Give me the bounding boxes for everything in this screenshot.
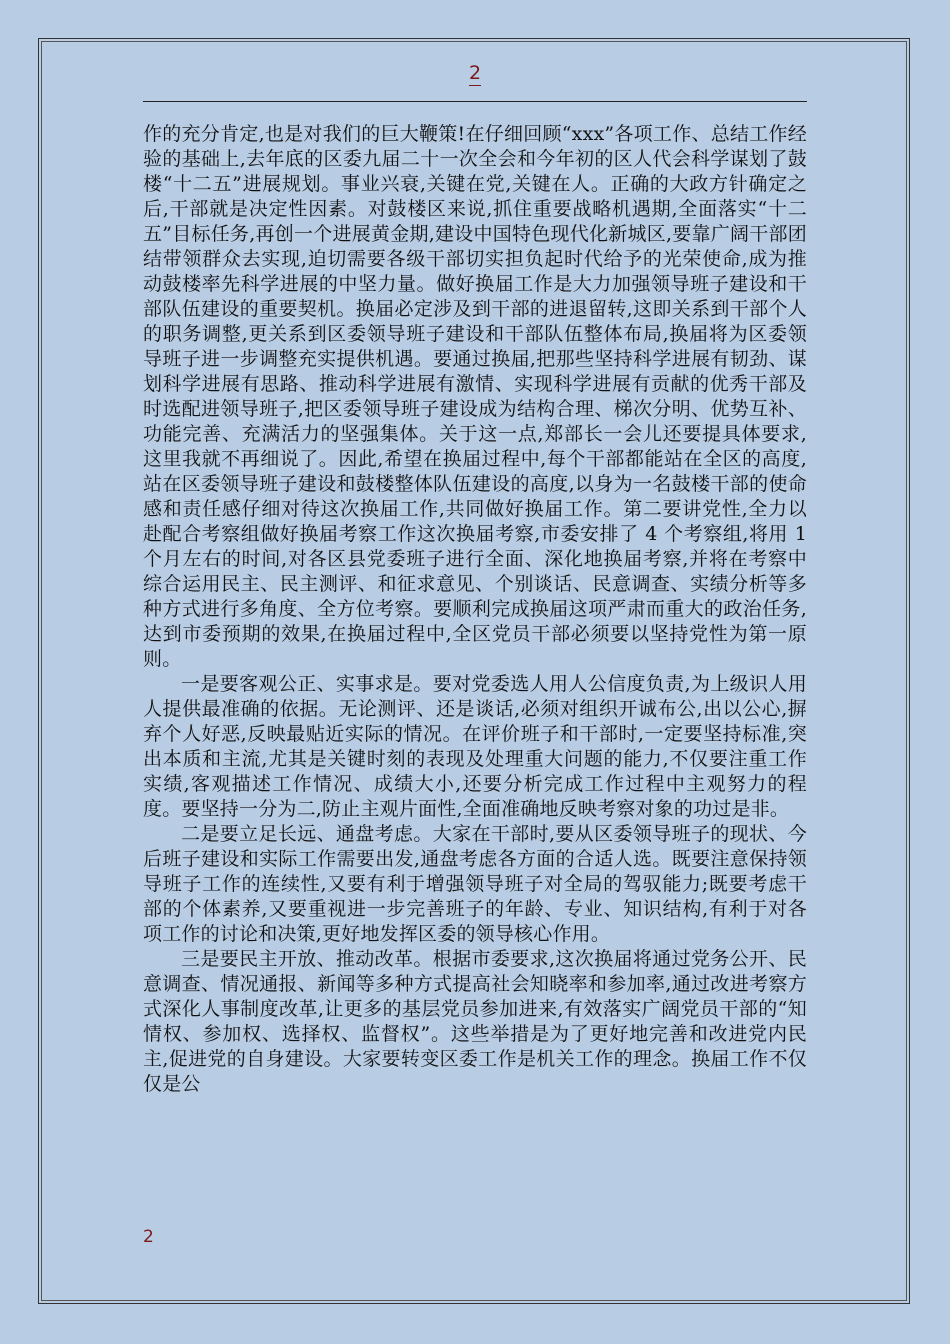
paragraph-3: 二是要立足长远、通盘考虑。大家在干部时,要从区委领导班子的现状、今后班子建设和实际工作需要出发,通盘考虑各方面的合适人选。既要注意保持领导班子工作的连续性,又要有利于增强领导班子对全局的驾驭能力;既要考虑干部的个体素养,又要重视进一步完善班子的年龄、专业、知识结构,有利于对各项工作的讨论和决策,更好地发挥区委的领导核心作用。 (143, 823, 807, 945)
header-page-number-text: 2 (468, 62, 482, 84)
header-rule (143, 101, 807, 102)
paragraph-1: 作的充分肯定,也是对我们的巨大鞭策!在仔细回顾“xxx”各项工作、总结工作经验的基础上,去年底的区委九届二十一次全会和今年初的区人代会科学谋划了鼓楼“十二五”进展规划。事业兴衰,关键在党,关键在人。正确的大政方针确定之后,干部就是决定性因素。对鼓楼区来说,抓住重要战略机遇期,全面落实“十二五”目标任务,再创一个进展黄金期,建设中国特色现代化新城区,要靠广阔干部团结带领群众去实现,迫切需要各级干部切实担负起时代给予的光荣使命,成为推动鼓楼率先科学进展的中坚力量。做好换届工作是大力加强领导班子建设和干部队伍建设的重要契机。换届必定涉及到干部的进退留转,这即关系到干部个人的职务调整,更关系到区委领导班子建设和干部队伍整体布局,换届将为区委领导班子进一步调整充实提供机遇。要通过换届,把那些坚持科学进展有韧劲、谋划科学进展有思路、推动科学进展有激情、实现科学进展有贡献的优秀干部及时选配进领导班子,把区委领导班子建设成为结构合理、梯次分明、优势互补、功能完善、充满活力的坚强集体。关于这一点,郑部长一会儿还要提具体要求,这里我就不再细说了。因此,希望在换届过程中,每个干部都能站在全区的高度,站在区委领导班子建设和鼓楼整体队伍建设的高度,以身为一名鼓楼干部的使命感和责任感仔细对待这次换届工作,共同做好换届工作。第二要讲党性,全力以赴配合考察组做好换届考察工作这次换届考察,市委安排了 4 个考察组,将用 1 个月左右的时间,对各区县党委班子进行全面、深化地换届考察,并将在考察中综合运用民主、民主测评、和征求意见、个别谈话、民意调查、实绩分析等多种方式进行多角度、全方位考察。要顺利完成换届这项严肃而重大的政治任务,达到市委预期的效果,在换届过程中,全区党员干部必须要以坚持党性为第一原则。 (143, 123, 807, 670)
paragraph-2: 一是要客观公正、实事求是。要对党委选人用人公信度负责,为上级识人用人提供最准确的依据。无论测评、还是谈话,必须对组织开诚布公,出以公心,摒弃个人好恶,反映最贴近实际的情况。在评价班子和干部时,一定要坚持标准,突出本质和主流,尤其是关键时刻的表现及处理重大问题的能力,不仅要注重工作实绩,客观描述工作情况、成绩大小,还要分析完成工作过程中主观努力的程度。要坚持一分为二,防止主观片面性,全面准确地反映考察对象的功过是非。 (143, 673, 807, 820)
header-page-number (0, 62, 950, 84)
footer-page-number: 2 (143, 1227, 154, 1247)
document-body (143, 122, 807, 1097)
paragraph-4: 三是要民主开放、推动改革。根据市委要求,这次换届将通过党务公开、民意调查、情况通报、新闻等多种方式提高社会知晓率和参加率,通过改进考察方式深化人事制度改革,让更多的基层党员参加进来,有效落实广阔党员干部的“知情权、参加权、选择权、监督权”。这些举措是为了更好地完善和改进党内民主,促进党的自身建设。大家要转变区委工作是机关工作的理念。换届工作不仅仅是公 (143, 948, 807, 1095)
